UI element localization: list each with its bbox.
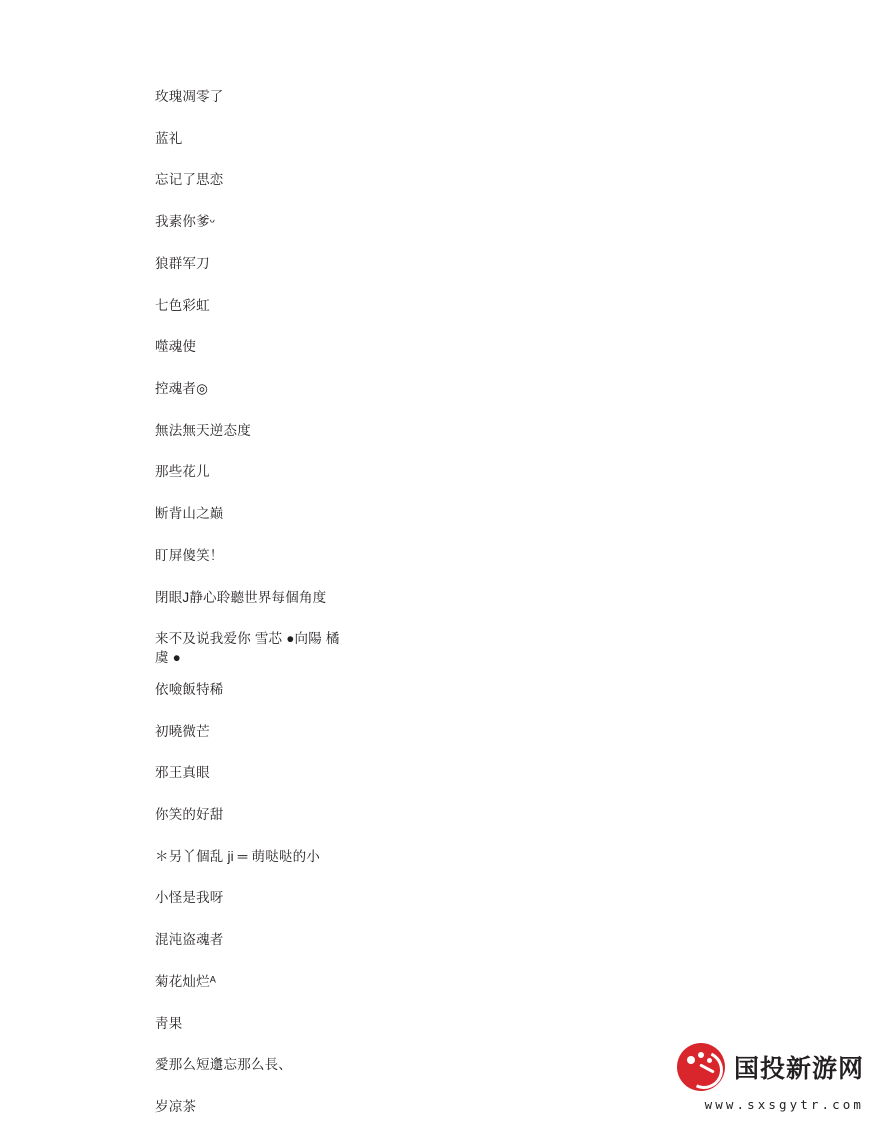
brand-name: 国投新游网	[733, 1054, 864, 1083]
text-line: 愛那么短邍忘那么長、	[155, 1057, 292, 1073]
watermark-row	[644, 1043, 864, 1091]
text-block	[155, 88, 755, 1140]
text-line: 玫瑰凋零了	[155, 89, 224, 104]
text-line: 邪王真眼	[155, 765, 210, 781]
text-line: 依噞飯特稀	[155, 681, 224, 697]
text-line: 初曉微芒	[155, 723, 210, 739]
text-line: 狼群军刀	[155, 255, 210, 271]
text-line: 菊花灿烂ᴬ	[155, 973, 217, 989]
text-line: 来不及说我爱你 雪芯 ●向陽 橘虞 ●	[155, 631, 340, 665]
text-line: 混沌盗魂者	[155, 932, 224, 948]
text-line: 你笑的好甜	[155, 806, 224, 822]
text-line: 控魂者◎	[155, 381, 209, 397]
text-line: 岁凉茶	[155, 1098, 197, 1114]
text-line: 閉眼J静心聆聽世界每個角度	[155, 589, 327, 605]
text-line: 断背山之巅	[155, 506, 224, 522]
brand-url: www.sxsgytr.com	[704, 1097, 864, 1112]
text-line: 蓝礼	[155, 130, 183, 146]
text-line: 我素你爹ᵕ	[155, 214, 216, 230]
text-line: 小怪是我呀	[155, 890, 224, 906]
text-line: 靑果	[155, 1015, 183, 1031]
watermark	[644, 1043, 864, 1127]
text-line: 無法無天逆态度	[155, 422, 251, 438]
text-line: 噬魂使	[155, 339, 197, 355]
text-line: 七色彩虹	[155, 297, 210, 313]
text-line: ＊另丫個乱 ji ═ 萌哒哒的小	[155, 848, 321, 864]
text-line: 忘记了思恋	[155, 172, 224, 188]
text-line: 盯屏傻笑！	[155, 547, 224, 563]
text-line: 那些花儿	[155, 464, 210, 480]
brand-logo-icon	[677, 1043, 725, 1091]
